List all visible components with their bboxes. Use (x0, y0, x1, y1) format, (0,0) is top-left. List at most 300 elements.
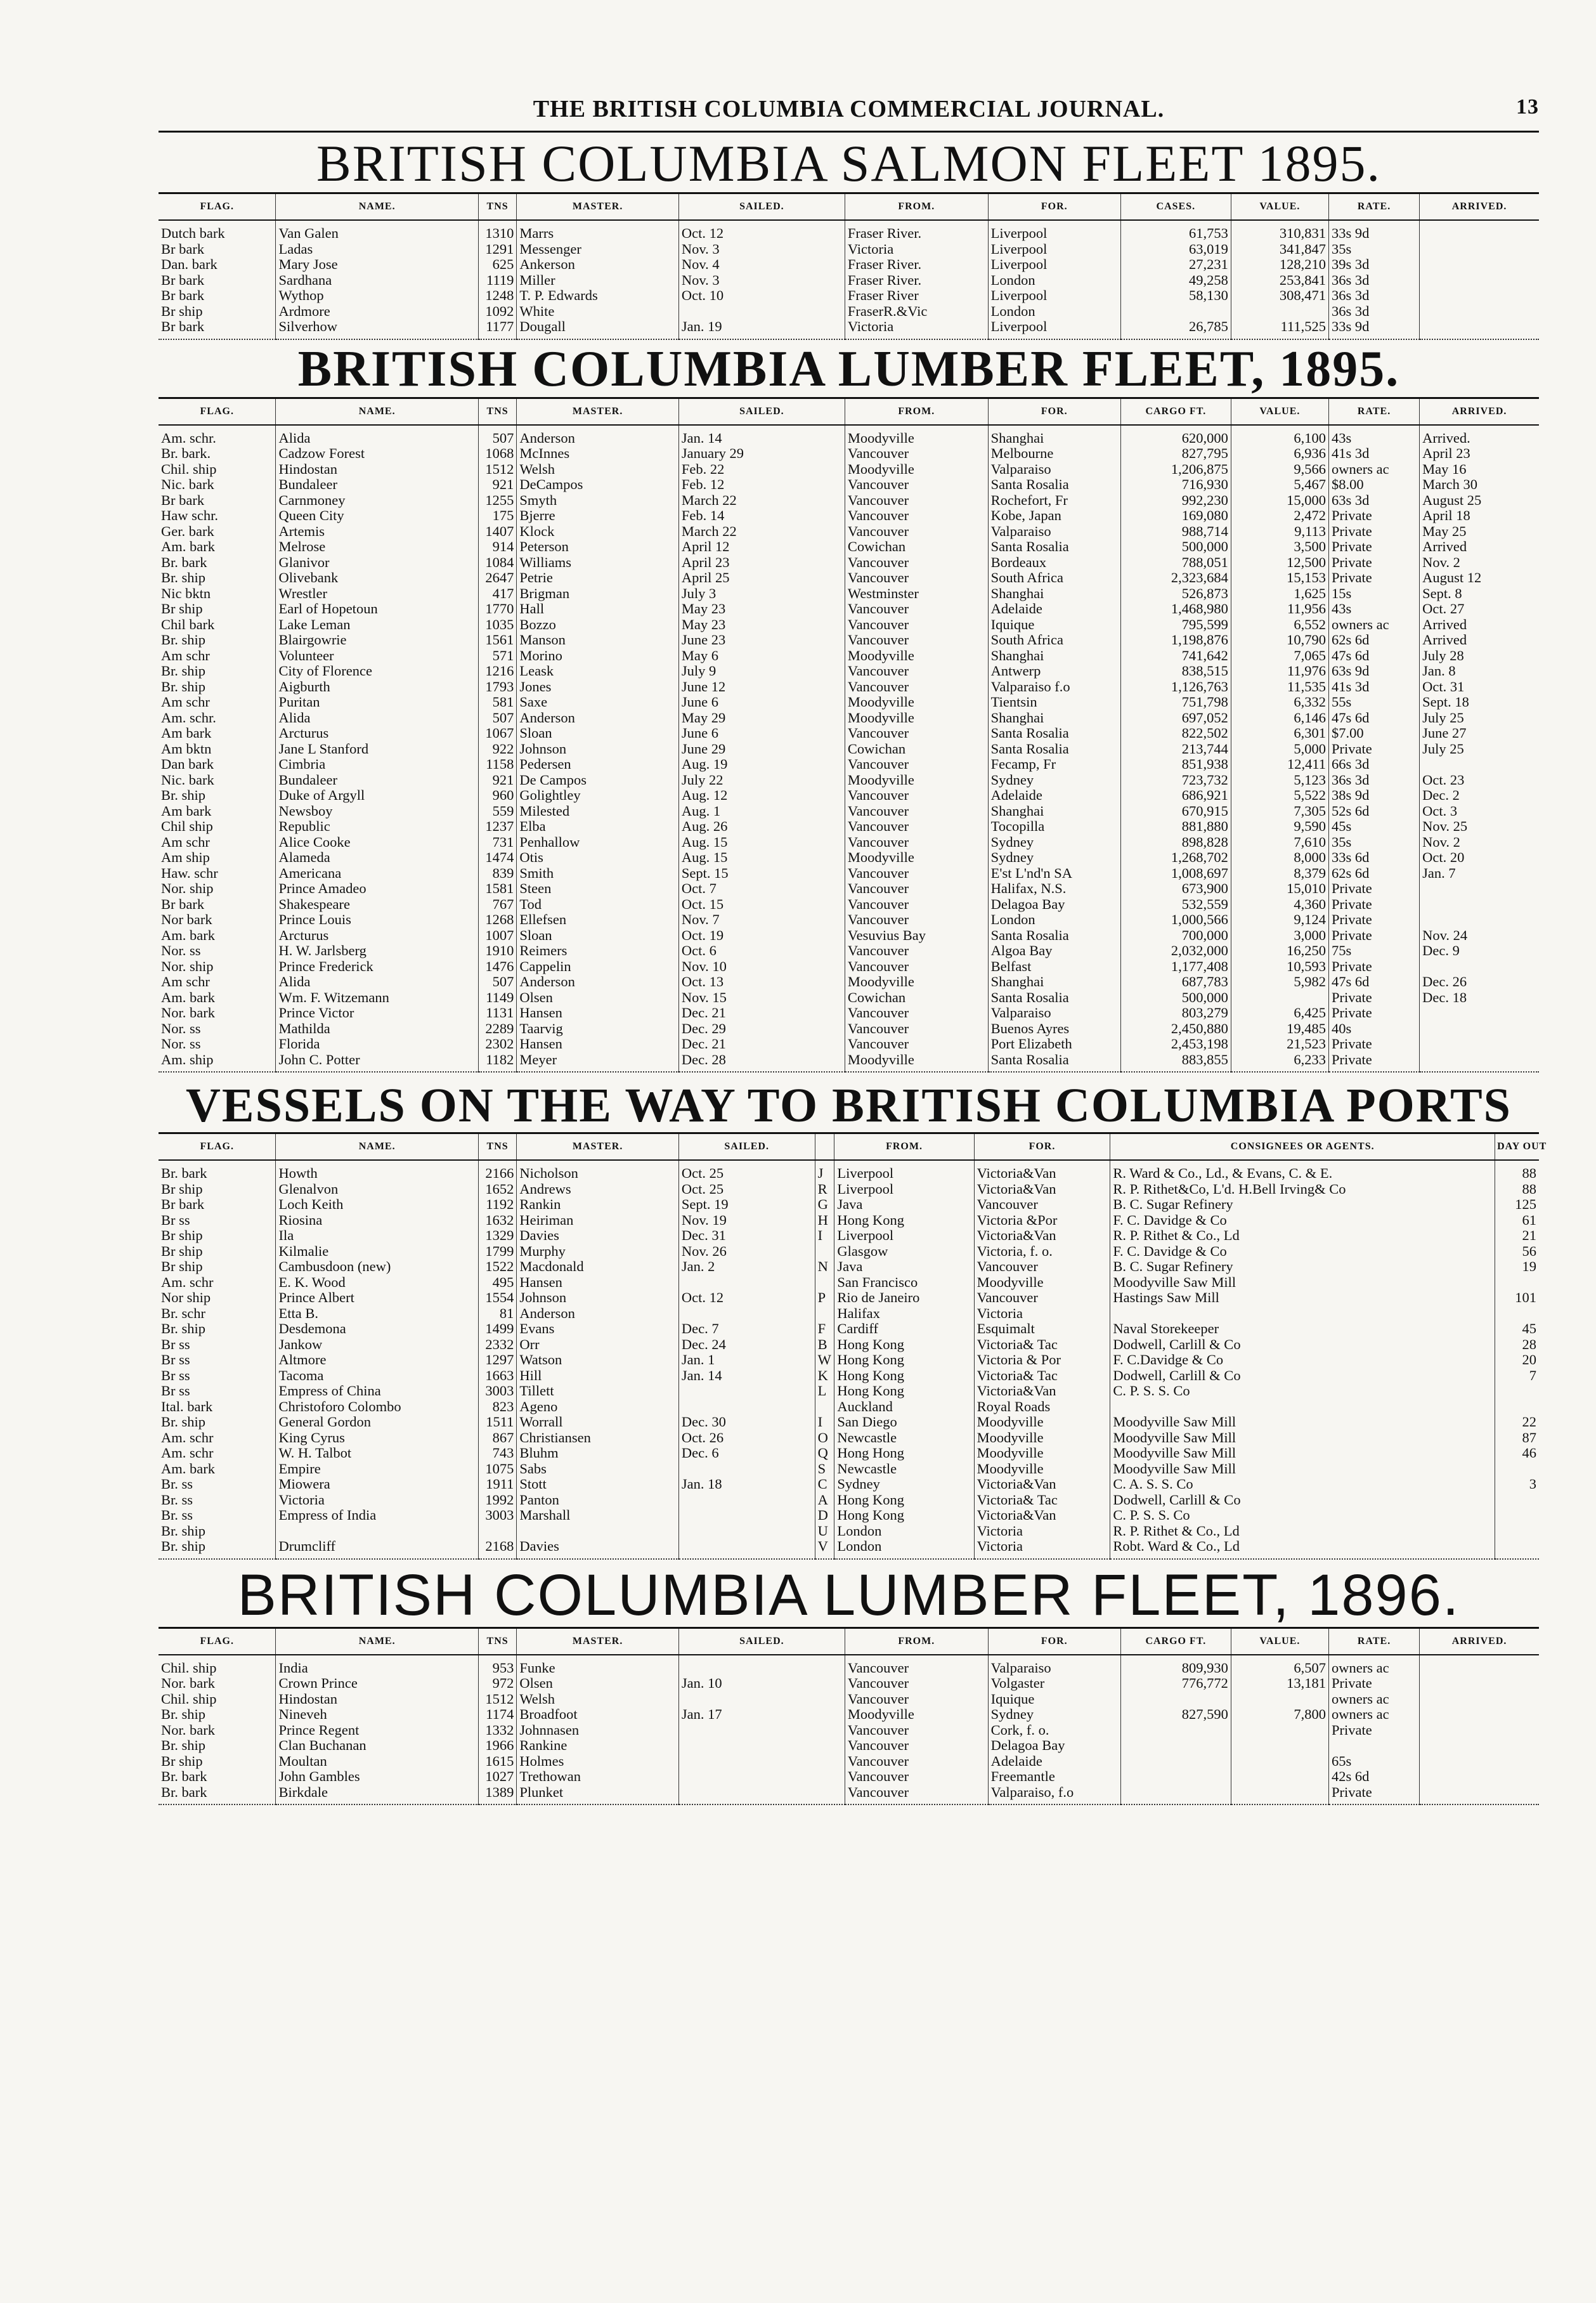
table-row (159, 928, 1539, 944)
table-row (159, 1692, 1539, 1707)
vessels-cell: 88 (1495, 1182, 1539, 1197)
vessels-cell: Cardiff (834, 1321, 974, 1337)
lumber95-cell: Steen (517, 881, 678, 897)
lumber95-cell: Leask (517, 663, 678, 679)
vessels-cell: Tillett (517, 1383, 678, 1399)
vessels-cell: R. P. Rithet & Co., Ld (1110, 1228, 1495, 1244)
vessels-cell: Moodyville Saw Mill (1110, 1414, 1495, 1430)
vessels-cell: Victoria& Tac (974, 1337, 1110, 1353)
lumber95-cell: Oct. 7 (678, 881, 845, 897)
table-row (159, 425, 1539, 447)
lumber95-cell: Aug. 26 (678, 819, 845, 835)
vessels-cell: Dodwell, Carlill & Co (1110, 1337, 1495, 1353)
lumber95-cell: 1,000,566 (1120, 912, 1231, 928)
journal-title: THE BRITISH COLUMBIA COMMERCIAL JOURNAL. (533, 96, 1165, 122)
vessels-cell (815, 1399, 834, 1415)
vessels-cell: Hong Hong (834, 1445, 974, 1461)
vessels-cell: Marshall (517, 1508, 678, 1523)
lumber95-cell: Arrived (1420, 539, 1539, 555)
vessels-cell: Nicholson (517, 1160, 678, 1182)
lumber96-cell (1420, 1785, 1539, 1805)
vessels-cell: R. P. Rithet & Co., Ld (1110, 1523, 1495, 1539)
salmon-cell: Fraser River. (845, 257, 988, 273)
salmon-header-row (159, 193, 1539, 221)
vessels-cell: Br ss (161, 1352, 190, 1367)
lumber95-cell: Alameda (276, 850, 478, 866)
lumber95-cell: June 29 (678, 741, 845, 757)
vessels-cell: 1652 (478, 1182, 517, 1197)
lumber95-cell: Jane L Stanford (276, 741, 478, 757)
lumber95-cell: 8,000 (1231, 850, 1328, 866)
lumber95-header-cell: CARGO FT. (1120, 398, 1231, 425)
vessels-cell: 61 (1495, 1213, 1539, 1229)
lumber95-cell: July 25 (1420, 741, 1539, 757)
lumber95-cell: 2302 (478, 1036, 517, 1052)
lumber96-cell: John Gambles (276, 1769, 478, 1785)
table-row (159, 493, 1539, 509)
vessels-cell: C. A. S. S. Co (1110, 1477, 1495, 1492)
lumber95-cell: June 6 (678, 726, 845, 741)
vessels-cell: Victoria&Van (974, 1383, 1110, 1399)
lumber95-cell: Santa Rosalia (988, 477, 1120, 493)
salmon-cell: 39s 3d (1328, 257, 1419, 273)
lumber95-cell: 15,010 (1231, 881, 1328, 897)
vessels-cell: Watson (517, 1352, 678, 1368)
vessels-cell: Moodyville Saw Mill (1110, 1461, 1495, 1477)
vessels-cell: S (815, 1461, 834, 1477)
lumber96-cell: Crown Prince (276, 1676, 478, 1692)
lumber96-cell: Johnnasen (517, 1723, 678, 1739)
salmon-cell: 58,130 (1120, 288, 1231, 304)
lumber95-cell: 6,425 (1231, 1005, 1328, 1021)
table-row (159, 1461, 1539, 1477)
lumber95-cell: Sydney (988, 773, 1120, 788)
vessels-cell: Cambusdoon (new) (276, 1259, 478, 1275)
lumber95-cell: Vancouver (845, 912, 988, 928)
vessels-cell: Victoria (974, 1523, 1110, 1539)
lumber96-cell: Br. bark (161, 1768, 207, 1784)
salmon-cell (1420, 319, 1539, 339)
lumber95-cell: 1035 (478, 617, 517, 633)
vessels-cell (276, 1523, 478, 1539)
lumber95-header-cell: FLAG. (159, 398, 276, 425)
lumber95-cell: 21,523 (1231, 1036, 1328, 1052)
salmon-cell: London (988, 273, 1120, 289)
salmon-cell: Br bark (161, 287, 205, 303)
vessels-cell: Newcastle (834, 1430, 974, 1446)
salmon-cell: Wythop (276, 288, 478, 304)
lumber96-cell: Valparaiso (988, 1655, 1120, 1676)
lumber95-cell: April 12 (678, 539, 845, 555)
lumber95-cell: April 23 (1420, 446, 1539, 462)
vessels-cell: Orr (517, 1337, 678, 1353)
vessels-cell: 743 (478, 1445, 517, 1461)
lumber95-cell: 213,744 (1120, 741, 1231, 757)
salmon-cell: Br ship (161, 303, 203, 319)
lumber95-cell: Wm. F. Witzemann (276, 990, 478, 1006)
lumber96-cell: 1389 (478, 1785, 517, 1805)
table-row (159, 648, 1539, 664)
salmon-fleet-title: BRITISH COLUMBIA SALMON FLEET 1895. (316, 134, 1381, 192)
vessels-cell: Bluhm (517, 1445, 678, 1461)
table-row (159, 1228, 1539, 1244)
lumber95-cell: June 23 (678, 632, 845, 648)
lumber95-cell: Aug. 19 (678, 757, 845, 773)
vessels-cell: Br ship (161, 1243, 203, 1259)
vessels-cell: Br ship (161, 1258, 203, 1274)
lumber95-cell: Tod (517, 897, 678, 913)
vessels-cell: 823 (478, 1399, 517, 1415)
lumber95-cell: Moodyville (845, 773, 988, 788)
lumber95-cell: Shanghai (988, 648, 1120, 664)
lumber95-cell: Santa Rosalia (988, 928, 1120, 944)
lumber96-cell: Chil. ship (161, 1659, 217, 1676)
lumber96-cell: India (276, 1655, 478, 1676)
salmon-cell: Nov. 3 (678, 273, 845, 289)
lumber95-cell: June 6 (678, 695, 845, 710)
vessels-cell: U (815, 1523, 834, 1539)
table-row (159, 1508, 1539, 1523)
lumber95-cell: 1770 (478, 601, 517, 617)
lumber95-cell: 43s (1328, 425, 1419, 447)
lumber96-cell: Jan. 10 (678, 1676, 845, 1692)
vessels-cell (678, 1399, 815, 1415)
lumber96-cell: Adelaide (988, 1754, 1120, 1770)
lumber95-cell: Vancouver (845, 477, 988, 493)
vessels-cell: Am. bark (161, 1460, 215, 1477)
salmon-cell: 1092 (478, 304, 517, 320)
lumber95-cell: Newsboy (276, 804, 478, 819)
lumber95-cell (1420, 912, 1539, 928)
salmon-cell: Jan. 19 (678, 319, 845, 339)
salmon-cell: 1310 (478, 220, 517, 242)
lumber96-cell: Vancouver (845, 1723, 988, 1739)
vessels-header-cell: TNS (478, 1133, 517, 1161)
vessels-cell: Davies (517, 1228, 678, 1244)
lumber95-cell: 751,798 (1120, 695, 1231, 710)
lumber95-cell: Fecamp, Fr (988, 757, 1120, 773)
vessels-cell: F. C. Davidge & Co (1110, 1244, 1495, 1260)
table-row (159, 1676, 1539, 1692)
vessels-cell: R. P. Rithet&Co, L'd. H.Bell Irving& Co (1110, 1182, 1495, 1197)
lumber96-cell: 809,930 (1120, 1655, 1231, 1676)
vessels-cell: F. C.Davidge & Co (1110, 1352, 1495, 1368)
lumber95-cell: Anderson (517, 710, 678, 726)
vessels-cell: Jan. 14 (678, 1368, 815, 1384)
lumber95-cell: Melrose (276, 539, 478, 555)
lumber96-cell (1420, 1676, 1539, 1692)
lumber95-cell: 6,100 (1231, 425, 1328, 447)
vessels-cell: A (815, 1492, 834, 1508)
vessels-cell: King Cyrus (276, 1430, 478, 1446)
lumber95-cell: 1474 (478, 850, 517, 866)
lumber95-cell: Antwerp (988, 663, 1120, 679)
salmon-cell: 27,231 (1120, 257, 1231, 273)
vessels-header-cell: SAILED. (678, 1133, 815, 1161)
lumber95-cell: Vancouver (845, 866, 988, 882)
vessels-cell: Prince Albert (276, 1290, 478, 1306)
vessels-cell: 1522 (478, 1259, 517, 1275)
lumber96-cell: Plunket (517, 1785, 678, 1805)
lumber95-cell: Prince Victor (276, 1005, 478, 1021)
lumber95-cell: 1067 (478, 726, 517, 741)
vessels-cell: L (815, 1383, 834, 1399)
salmon-header-cell: RATE. (1328, 193, 1419, 221)
vessels-cell: Dodwell, Carlill & Co (1110, 1492, 1495, 1508)
lumber96-cell (1420, 1738, 1539, 1754)
vessels-cell: San Francisco (834, 1275, 974, 1291)
lumber95-cell: 6,552 (1231, 617, 1328, 633)
lumber95-cell: John C. Potter (276, 1052, 478, 1073)
lumber95-cell: Br bark (161, 492, 205, 508)
salmon-cell (1420, 273, 1539, 289)
table-row (159, 912, 1539, 928)
lumber95-cell: Klock (517, 524, 678, 540)
lumber96-cell (1120, 1723, 1231, 1739)
vessels-cell (1495, 1399, 1539, 1415)
table-row (159, 1399, 1539, 1415)
lumber95-cell: Sloan (517, 726, 678, 741)
vessels-cell (678, 1461, 815, 1477)
lumber95-cell: Aug. 15 (678, 850, 845, 866)
lumber96-cell (1120, 1785, 1231, 1805)
lumber95-cell: Lake Leman (276, 617, 478, 633)
table-row (159, 897, 1539, 913)
lumber96-cell: Vancouver (845, 1785, 988, 1805)
lumber95-cell: July 22 (678, 773, 845, 788)
lumber95-cell: owners ac (1328, 617, 1419, 633)
salmon-cell: Liverpool (988, 257, 1120, 273)
lumber95-cell: Cowichan (845, 539, 988, 555)
vessels-cell: 87 (1495, 1430, 1539, 1446)
salmon-cell: 128,210 (1231, 257, 1328, 273)
lumber95-cell: 4,360 (1231, 897, 1328, 913)
lumber96-cell: Vancouver (845, 1769, 988, 1785)
lumber96-cell: 1174 (478, 1707, 517, 1723)
table-row (159, 1352, 1539, 1368)
lumber95-cell: Oct. 27 (1420, 601, 1539, 617)
vessels-cell: Dec. 7 (678, 1321, 815, 1337)
vessels-cell: 1297 (478, 1352, 517, 1368)
lumber95-cell: Vancouver (845, 570, 988, 586)
lumber95-cell: Morino (517, 648, 678, 664)
lumber95-cell: 1182 (478, 1052, 517, 1073)
vessels-cell: 1075 (478, 1461, 517, 1477)
vessels-cell: Q (815, 1445, 834, 1461)
lumber95-cell: 1,126,763 (1120, 679, 1231, 695)
lumber95-cell: Melbourne (988, 446, 1120, 462)
lumber95-cell: 914 (478, 539, 517, 555)
lumber95-cell: Penhallow (517, 835, 678, 851)
vessels-cell: 46 (1495, 1445, 1539, 1461)
table-row (159, 1197, 1539, 1213)
vessels-cell: Hansen (517, 1275, 678, 1291)
lumber95-header-cell: MASTER. (517, 398, 678, 425)
vessels-header-cell: FLAG. (159, 1133, 276, 1161)
vessels-cell: F (815, 1321, 834, 1337)
lumber95-cell (1420, 1005, 1539, 1021)
lumber95-cell: 803,279 (1120, 1005, 1231, 1021)
lumber95-cell: Shanghai (988, 974, 1120, 990)
lumber95-cell: Oct. 13 (678, 974, 845, 990)
lumber95-cell: 19,485 (1231, 1021, 1328, 1037)
lumber95-cell: Dec. 2 (1420, 788, 1539, 804)
lumber96-cell: 6,507 (1231, 1655, 1328, 1676)
lumber96-header-cell: RATE. (1328, 1628, 1419, 1655)
lumber95-cell: July 28 (1420, 648, 1539, 664)
lumber96-header-cell: FLAG. (159, 1628, 276, 1655)
vessels-cell: Br. bark (161, 1165, 207, 1181)
vessels-cell: Stott (517, 1477, 678, 1492)
lumber95-cell: Shanghai (988, 804, 1120, 819)
lumber96-cell: Br ship (161, 1752, 203, 1769)
lumber95-cell: Feb. 14 (678, 508, 845, 524)
lumber95-cell: Vancouver (845, 1021, 988, 1037)
vessels-cell (1495, 1306, 1539, 1322)
lumber95-cell: Mathilda (276, 1021, 478, 1037)
lumber95-cell (1231, 990, 1328, 1006)
lumber95-cell: 15s (1328, 586, 1419, 602)
lumber96-cell (1420, 1754, 1539, 1770)
lumber96-cell: 13,181 (1231, 1676, 1328, 1692)
lumber95-cell: 1084 (478, 555, 517, 571)
lumber95-cell: Bundaleer (276, 773, 478, 788)
lumber95-cell: Am bktn (161, 740, 212, 757)
lumber95-cell: 47s 6d (1328, 710, 1419, 726)
vessels-cell: Worrall (517, 1414, 678, 1430)
salmon-header-cell: FLAG. (159, 193, 276, 221)
vessels-cell: London (834, 1523, 974, 1539)
lumber95-cell (1420, 959, 1539, 975)
lumber95-cell: Vancouver (845, 1036, 988, 1052)
lumber95-cell: 6,233 (1231, 1052, 1328, 1073)
vessels-cell: Sydney (834, 1477, 974, 1492)
lumber95-cell: 43s (1328, 601, 1419, 617)
lumber96-cell: Broadfoot (517, 1707, 678, 1723)
vessels-cell: Tacoma (276, 1368, 478, 1384)
vessels-cell: N (815, 1259, 834, 1275)
vessels-cell: B. C. Sugar Refinery (1110, 1259, 1495, 1275)
lumber96-cell (678, 1754, 845, 1770)
lumber95-cell: 716,930 (1120, 477, 1231, 493)
table-row (159, 632, 1539, 648)
lumber95-cell: April 18 (1420, 508, 1539, 524)
lumber95-cell: 500,000 (1120, 539, 1231, 555)
lumber95-cell: Private (1328, 1005, 1419, 1021)
lumber96-cell: Moodyville (845, 1707, 988, 1723)
lumber95-cell: 2289 (478, 1021, 517, 1037)
lumber95-cell: Chil bark (161, 616, 215, 632)
lumber95-cell: Am. schr. (161, 709, 216, 726)
vessels-cell: Rio de Janeiro (834, 1290, 974, 1306)
lumber96-cell (1420, 1692, 1539, 1707)
vessels-cell: Hong Kong (834, 1508, 974, 1523)
lumber95-cell: 15,153 (1231, 570, 1328, 586)
vessels-cell: P (815, 1290, 834, 1306)
lumber95-cell: Vancouver (845, 508, 988, 524)
lumber95-cell: Olsen (517, 990, 678, 1006)
lumber95-cell: Kobe, Japan (988, 508, 1120, 524)
salmon-header-cell: FOR. (988, 193, 1120, 221)
vessels-cell: 7 (1495, 1368, 1539, 1384)
lumber95-header-cell: FOR. (988, 398, 1120, 425)
lumber95-cell: Am schr (161, 647, 210, 663)
lumber95-cell: Vancouver (845, 679, 988, 695)
lumber95-cell: August 25 (1420, 493, 1539, 509)
table-row (159, 679, 1539, 695)
salmon-cell: 35s (1328, 242, 1419, 258)
lumber95-cell: 788,051 (1120, 555, 1231, 571)
salmon-cell (1231, 304, 1328, 320)
lumber95-cell: 9,590 (1231, 819, 1328, 835)
lumber95-cell: 881,880 (1120, 819, 1231, 835)
vessels-cell: Johnson (517, 1290, 678, 1306)
vessels-cell: 3003 (478, 1508, 517, 1523)
lumber95-cell: 5,467 (1231, 477, 1328, 493)
vessels-cell: Moodyville Saw Mill (1110, 1275, 1495, 1291)
lumber95-cell: Dec. 28 (678, 1052, 845, 1073)
lumber95-cell: 11,976 (1231, 663, 1328, 679)
salmon-cell (1420, 288, 1539, 304)
salmon-fleet-table (159, 192, 1539, 340)
vessels-cell: O (815, 1430, 834, 1446)
lumber96-header-cell: MASTER. (517, 1628, 678, 1655)
lumber95-cell: Delagoa Bay (988, 897, 1120, 913)
lumber95-cell: 1068 (478, 446, 517, 462)
lumber95-cell: Shanghai (988, 425, 1120, 447)
vessels-cell (678, 1275, 815, 1291)
salmon-cell: 49,258 (1120, 273, 1231, 289)
lumber95-header-cell: NAME. (276, 398, 478, 425)
lumber95-cell: Arrived (1420, 632, 1539, 648)
lumber95-cell: Am. bark (161, 927, 215, 943)
lumber95-cell: 1910 (478, 943, 517, 959)
vessels-cell (815, 1244, 834, 1260)
lumber96-cell: 7,800 (1231, 1707, 1328, 1723)
vessels-cell: H (815, 1213, 834, 1229)
lumber95-cell: Halifax, N.S. (988, 881, 1120, 897)
lumber95-cell: Tientsin (988, 695, 1120, 710)
lumber95-cell: Private (1328, 1036, 1419, 1052)
lumber96-cell: Private (1328, 1676, 1419, 1692)
vessels-cell: Br ss (161, 1336, 190, 1352)
lumber95-cell: Nic. bark (161, 771, 214, 788)
vessels-cell: Am. schr (161, 1274, 214, 1290)
lumber96-cell: Funke (517, 1655, 678, 1676)
lumber95-cell: Americana (276, 866, 478, 882)
lumber95-cell: Peterson (517, 539, 678, 555)
lumber95-cell: Rochefort, Fr (988, 493, 1120, 509)
running-head (159, 95, 1539, 133)
lumber95-cell: 36s 3d (1328, 773, 1419, 788)
table-row (159, 257, 1539, 273)
table-row (159, 446, 1539, 462)
lumber95-cell: Br. ship (161, 787, 206, 803)
lumber96-cell: Cork, f. o. (988, 1723, 1120, 1739)
lumber96-cell: 953 (478, 1655, 517, 1676)
lumber95-cell: 7,610 (1231, 835, 1328, 851)
table-row (159, 586, 1539, 602)
salmon-cell: Messenger (517, 242, 678, 258)
lumber95-cell: Am bark (161, 802, 212, 819)
lumber95-cell: Private (1328, 741, 1419, 757)
lumber95-cell: Jones (517, 679, 678, 695)
vessels-cell: Dec. 31 (678, 1228, 815, 1244)
vessels-cell: Victoria &Por (974, 1213, 1110, 1229)
salmon-cell: Liverpool (988, 220, 1120, 242)
vessels-header-cell: FOR. (974, 1133, 1110, 1161)
lumber95-cell: McInnes (517, 446, 678, 462)
